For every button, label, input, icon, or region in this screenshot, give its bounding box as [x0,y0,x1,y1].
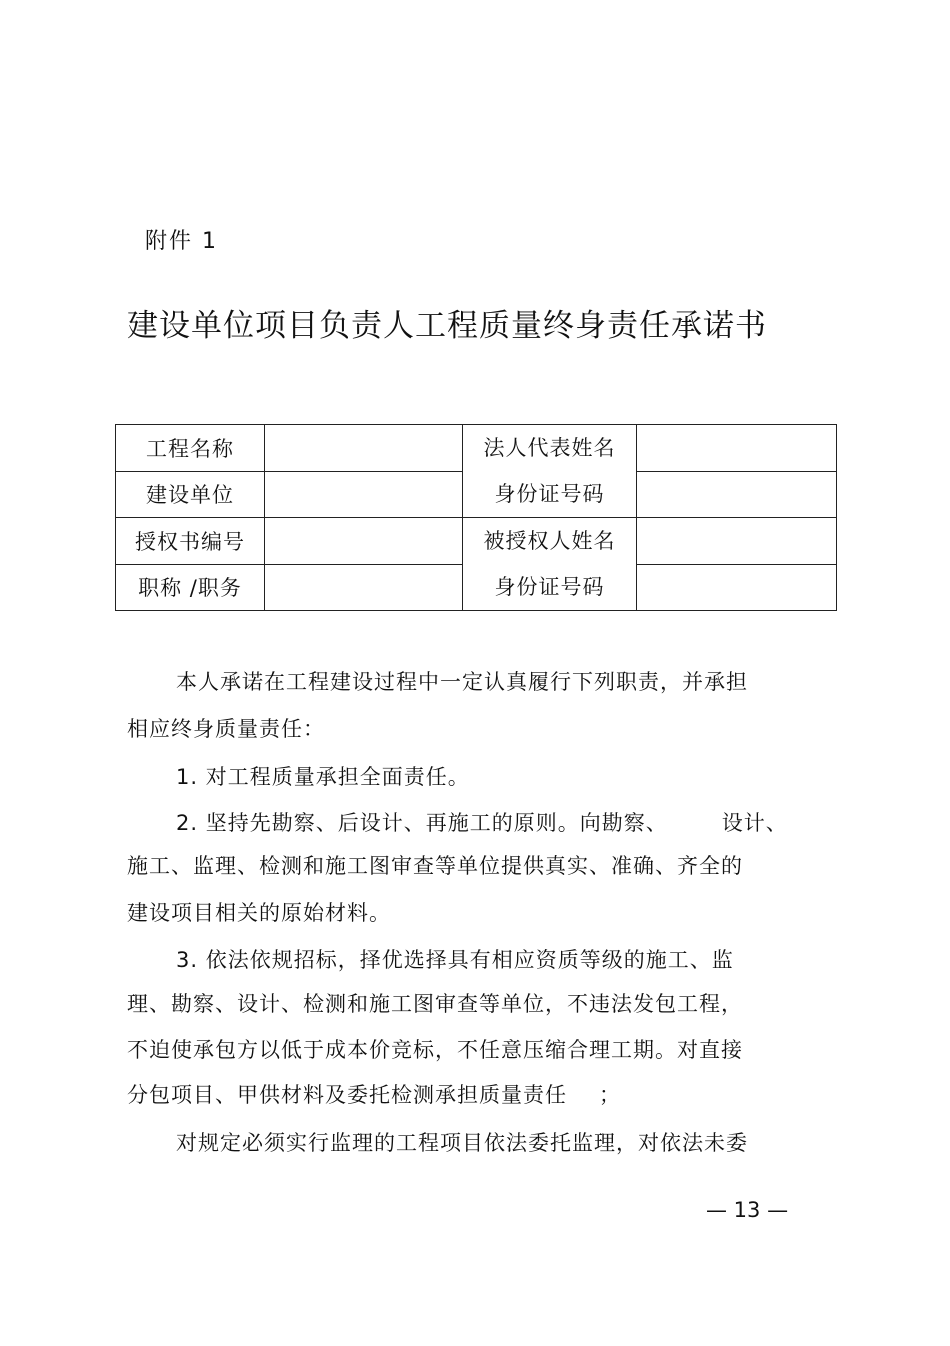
document-title: 建设单位项目负责人工程质量终身责任承诺书 [127,308,767,344]
table-value-cell[interactable] [637,518,837,565]
intro-line-1: 本人承诺在工程建设过程中一定认真履行下列职责，并承担 [176,670,748,694]
table-label-cell: 建设单位 [116,471,265,518]
table-value-cell[interactable] [637,564,837,611]
table-row [116,425,837,472]
table-value-cell[interactable] [637,471,837,518]
item-3-line-2: 理、勘察、设计、检测和施工图审查等单位，不违法发包工程， [127,992,743,1016]
item-3-line-3: 不迫使承包方以低于成本价竞标，不任意压缩合理工期。对直接 [127,1038,743,1062]
authorized-person-name-label: 被授权人姓名 [483,529,616,553]
item-2-line-2: 施工、监理、检测和施工图审查等单位提供真实、准确、齐全的 [127,854,743,878]
page-number: — 13 — [706,1198,789,1222]
intro-line-2: 相应终身质量责任： [127,717,325,741]
item-3-line-1: 3. 依法依规招标，择优选择具有相应资质等级的施工、监 [176,948,734,972]
table-label-cell: 职称 /职务 [116,564,265,611]
item-3-line-4-b: ； [599,1083,621,1107]
table-merged-label-cell [463,425,637,518]
legal-rep-name-label: 法人代表姓名 [483,436,616,460]
info-table [115,424,837,611]
table-value-cell[interactable] [265,564,463,611]
table-row [116,518,837,565]
table-label-cell: 授权书编号 [116,518,265,565]
item-3-line-4-a: 分包项目、甲供材料及委托检测承担质量责任 [127,1083,567,1107]
table-value-cell[interactable] [265,425,463,472]
table-label-cell: 工程名称 [116,425,265,472]
item-3-line-4 [127,1079,621,1109]
table-merged-label-cell [463,518,637,611]
item-2-line-1-b: 设计、 [721,811,788,835]
table-value-cell[interactable] [265,518,463,565]
next-paragraph-line: 对规定必须实行监理的工程项目依法委托监理，对依法未委 [176,1131,748,1155]
authorized-person-id-label: 身份证号码 [494,575,605,599]
legal-rep-id-label: 身份证号码 [494,482,605,506]
item-1: 1. 对工程质量承担全面责任。 [176,765,470,789]
attachment-label: 附件 1 [145,229,218,254]
item-2-line-1 [176,807,788,837]
item-2-line-3: 建设项目相关的原始材料。 [127,901,391,925]
table-value-cell[interactable] [637,425,837,472]
table-value-cell[interactable] [265,471,463,518]
item-2-line-1-a: 2. 坚持先勘察、后设计、再施工的原则。向勘察、 [176,811,668,835]
